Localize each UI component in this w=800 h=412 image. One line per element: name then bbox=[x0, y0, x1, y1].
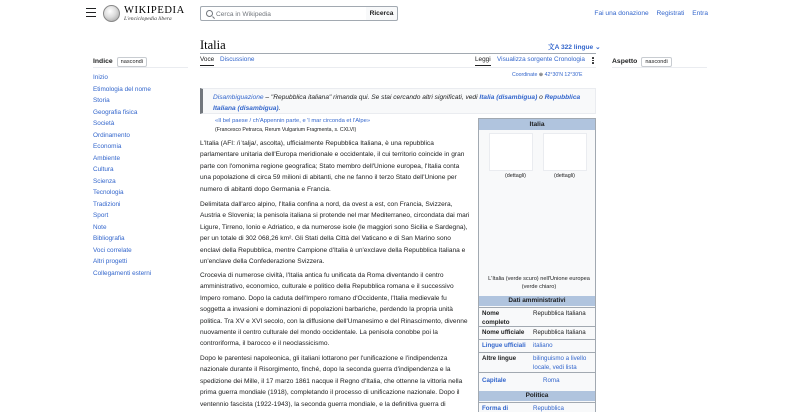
coordinates-value[interactable]: 42°30′N 12°30′E bbox=[544, 72, 583, 78]
logo-wordmark[interactable]: WIKIPEDIA bbox=[124, 5, 185, 16]
flag-image[interactable] bbox=[489, 133, 533, 171]
toc-item[interactable]: Scienza bbox=[93, 177, 116, 185]
divider bbox=[612, 67, 707, 68]
language-count: 322 lingue bbox=[560, 44, 594, 51]
toc-item[interactable]: Tradizioni bbox=[93, 200, 121, 208]
donate-link[interactable]: Fai una donazione bbox=[594, 10, 649, 17]
toc-list bbox=[93, 72, 151, 279]
register-link[interactable]: Registrati bbox=[656, 10, 685, 17]
paragraph-intro: L'Italia (AFI: /iˈtalja/, ascolta), ufficialmente Repubblica Italiana, è una repubblica parlamentare unitaria dell'Europa meridionale e occidentale, il cui territorio coincide in gran parte con l'omonima regione geografica; Stato membro dell'Unione europea, l'Italia conta una popolazione di circa 59 milioni di abitanti, che ne fanno il terzo Stato dell'Unione per numero di abitanti dopo Germania e Francia. bbox=[200, 140, 465, 193]
hatnote-link-2[interactable]: Repubblica Italiana (disambigua) bbox=[213, 94, 581, 112]
infobox-row bbox=[479, 352, 595, 372]
infobox-row bbox=[479, 372, 595, 389]
toc-item[interactable]: Voci correlate bbox=[93, 246, 132, 254]
infobox bbox=[478, 118, 596, 412]
paragraph-history: Crocevia di numerose civiltà, l'Italia antica fu unificata da Roma diventando il centro amministrativo, economico, culturale e politico della Repubblica romana e il successivo Impero romano. Dopo la caduta dell'Impero romano d'Occidente, l'Italia medievale fu soggetta a invasioni e dominazioni di popolazioni barbariche, perdendo la propria unità politica. Tra XV e XVI secolo, con la diffusione dell'Umanesimo e del Rinascimento, divenne nuovamente il centro culturale del mondo occidentale. La penisola conobbe poi la controriforma, il barocco e il neoclassicismo. bbox=[200, 272, 468, 348]
toc-item[interactable]: Bibliografia bbox=[93, 235, 125, 242]
translate-icon: 文A bbox=[548, 44, 560, 51]
tab-cronologia[interactable]: Cronologia bbox=[554, 56, 585, 63]
toc-item[interactable]: Altri progetti bbox=[93, 258, 128, 265]
hatnote-lead[interactable]: Disambiguazione bbox=[213, 94, 264, 101]
user-links bbox=[588, 10, 708, 17]
infobox-value: Repubblica Italiana bbox=[533, 329, 586, 336]
appearance-heading bbox=[612, 57, 672, 67]
more-menu-icon[interactable] bbox=[592, 57, 594, 65]
infobox-key[interactable]: Lingue ufficiali bbox=[482, 342, 526, 349]
toc-heading bbox=[93, 57, 147, 67]
emblem-image[interactable] bbox=[543, 133, 587, 171]
epigraph-quote bbox=[215, 117, 370, 135]
infobox-row bbox=[479, 339, 595, 352]
toc-item[interactable]: Etimologia del nome bbox=[93, 85, 151, 93]
quote-line: «Il bel paese / ch'Appennin parte, e 'l mar circonda et l'Alpe» bbox=[215, 118, 371, 124]
logo-tagline: L'enciclopedia libera bbox=[124, 16, 172, 22]
toc-item[interactable]: Note bbox=[93, 223, 107, 231]
main-menu-icon[interactable] bbox=[86, 8, 96, 17]
infobox-row bbox=[479, 307, 595, 326]
infobox-images bbox=[489, 133, 587, 171]
page-tabs bbox=[200, 56, 596, 66]
infobox-value: Repubblica Italiana bbox=[533, 310, 586, 317]
toc-item[interactable]: Inizio bbox=[93, 74, 108, 81]
tab-voce[interactable]: Voce bbox=[200, 56, 214, 66]
toc-item[interactable]: Ambiente bbox=[93, 154, 120, 162]
infobox-key: Altre lingue bbox=[482, 355, 517, 362]
page-title: Italia bbox=[200, 38, 226, 52]
hatnote-text: – "Repubblica italiana" rimanda qui. Se stai cercando altri significati, vedi bbox=[263, 94, 480, 101]
toc-item[interactable]: Tecnologia bbox=[93, 189, 124, 196]
flag-details-link[interactable]: (dettagli) bbox=[505, 173, 526, 179]
coordinates bbox=[512, 72, 582, 78]
appearance-hide-button[interactable]: nascondi bbox=[641, 57, 671, 67]
section-politics: Politica bbox=[479, 391, 595, 401]
infobox-key[interactable]: Forma di bbox=[482, 405, 509, 412]
toc-item[interactable]: Collegamenti esterni bbox=[93, 269, 152, 277]
hatnote-link-1[interactable]: Italia (disambigua) bbox=[479, 94, 538, 101]
chevron-down-icon: ⌄ bbox=[595, 44, 601, 51]
paragraph-risorgimento: Dopo le parentesi napoleonica, gli italiani lottarono per l'unificazione e l'indipendenza nazionale durante il Risorgimento, finché, dopo la seconda guerra d'indipendenza e la spedizione dei Mille, il 17 marzo 1861 nacque il Regno d'Italia, che ottenne la vittoria nella prima guerra mondiale (1918), completando il processo di unificazione nazionale. Dopo il ventennio fascista (1922-1943), la seconda guerra mondiale, e la definitiva guerra di bbox=[200, 355, 463, 408]
infobox-key: Nome ufficiale bbox=[482, 329, 525, 336]
wikipedia-globe-icon[interactable] bbox=[103, 5, 120, 22]
coordinates-label[interactable]: Coordinate bbox=[512, 72, 538, 78]
hatnote-end: . bbox=[278, 105, 281, 112]
language-button[interactable] bbox=[548, 41, 601, 51]
infobox-value[interactable]: Repubblica bbox=[533, 405, 564, 412]
divider bbox=[200, 67, 596, 68]
infobox-key: Nome completo bbox=[482, 310, 510, 326]
divider bbox=[200, 53, 596, 54]
tab-visualizza-sorgente[interactable]: Visualizza sorgente bbox=[497, 56, 553, 63]
toc-item[interactable]: Società bbox=[93, 120, 115, 127]
infobox-row bbox=[479, 326, 595, 339]
map-caption: L'Italia (verde scuro) nell'Unione europea (verde chiaro) bbox=[488, 276, 590, 290]
infobox-value[interactable]: bilinguismo a livello locale, vedi lista bbox=[533, 355, 587, 371]
infobox-title: Italia bbox=[479, 119, 595, 130]
infobox-value[interactable]: italiano bbox=[533, 342, 553, 349]
login-link[interactable]: Entra bbox=[692, 10, 708, 17]
search-icon bbox=[206, 10, 213, 17]
toc-title: Indice bbox=[93, 58, 113, 65]
disambiguation-note bbox=[200, 88, 596, 114]
hatnote-mid: o bbox=[537, 94, 545, 101]
infobox-key[interactable]: Capitale bbox=[482, 377, 507, 384]
toc-item[interactable]: Cultura bbox=[93, 166, 114, 173]
toc-item[interactable]: Sport bbox=[93, 212, 109, 219]
infobox-row bbox=[479, 402, 595, 412]
section-administrative: Dati amministrativi bbox=[479, 296, 595, 306]
search-input[interactable] bbox=[216, 8, 366, 20]
tab-discussione[interactable]: Discussione bbox=[220, 56, 255, 63]
toc-item[interactable]: Economia bbox=[93, 143, 122, 150]
globe-icon: ⊕ bbox=[538, 72, 544, 78]
top-header bbox=[0, 0, 800, 28]
paragraph-geography: Delimitata dall'arco alpino, l'Italia confina a nord, da ovest a est, con Francia, Svizzera, Austria e Slovenia; la penisola italiana si protende nel mar Mediterraneo, circondata dai mari Ligure, Tirreno, Ionio e Adriatico, e da numerose isole (le maggiori sono Sicilia e Sardegna), per un totale di 302 068,26 km². Gli Stati della Città del Vaticano e di San Marino sono enclavi della Repubblica, mentre Campione d'Italia è un'exclave della Repubblica Italiana e un'enclave della Confederazione Svizzera. bbox=[200, 201, 470, 266]
divider bbox=[93, 67, 188, 68]
tab-leggi[interactable]: Leggi bbox=[475, 56, 491, 66]
toc-item[interactable]: Geografia fisica bbox=[93, 108, 138, 116]
quote-citation: (Francesco Petrarca, Rerum Vulgarium Fragmenta, s. CXLVI) bbox=[215, 127, 357, 133]
toc-item[interactable]: Ordinamento bbox=[93, 131, 130, 139]
toc-hide-button[interactable]: nascondi bbox=[117, 57, 147, 67]
appearance-title: Aspetto bbox=[612, 58, 638, 65]
emblem-details-link[interactable]: (dettagli) bbox=[554, 173, 575, 179]
search-button[interactable]: Ricerca bbox=[366, 6, 398, 21]
toc-item[interactable]: Storia bbox=[93, 97, 110, 104]
infobox-value[interactable]: Roma bbox=[543, 377, 560, 384]
